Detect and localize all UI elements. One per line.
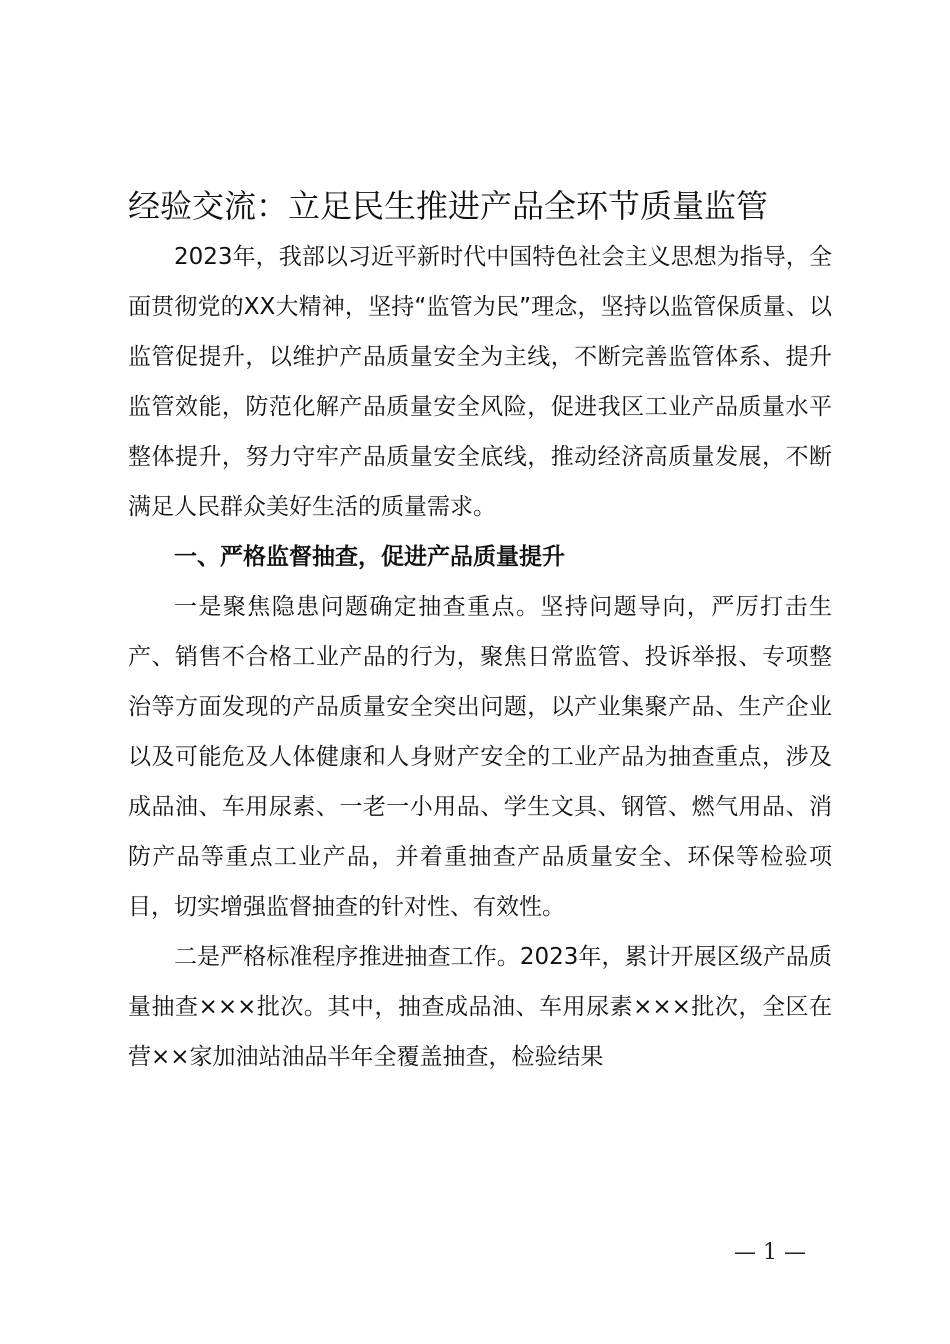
section-paragraph-2: 二是严格标准程序推进抽查工作。2023年，累计开展区级产品质量抽查×××批次。其中，抽查成品油、车用尿素×××批次，全区在营××家加油站油品半年全覆盖抽查，检验结果 [128,944,832,1070]
section-heading: 一、严格监督抽查，促进产品质量提升 [174,544,565,570]
intro-paragraph: 2023年，我部以习近平新时代中国特色社会主义思想为指导，全面贯彻党的XX大精神，坚持“监管为民”理念，坚持以监管保质量、以监管促提升，以维护产品质量安全为主线，不断完善监管体系、提升监管效能，防范化解产品质量安全风险，促进我区工业产品质量水平整体提升，努力守牢产品质量安全底线，推动经济高质量发展，不断满足人民群众美好生活的质量需求。 [128,244,832,520]
document-title: 经验交流：立足民生推进产品全环节质量监管 [128,187,769,225]
page-number: — 1 — [734,1240,806,1265]
document-body [128,232,832,1082]
section-paragraph-1: 一是聚焦隐患问题确定抽查重点。坚持问题导向，严厉打击生产、销售不合格工业产品的行为，聚焦日常监管、投诉举报、专项整治等方面发现的产品质量安全突出问题，以产业集聚产品、生产企业以及可能危及人体健康和人身财产安全的工业产品为抽查重点，涉及成品油、车用尿素、一老一小用品、学生文具、钢管、燃气用品、消防产品等重点工业产品，并着重抽查产品质量安全、环保等检验项目，切实增强监督抽查的针对性、有效性。 [128,594,832,920]
